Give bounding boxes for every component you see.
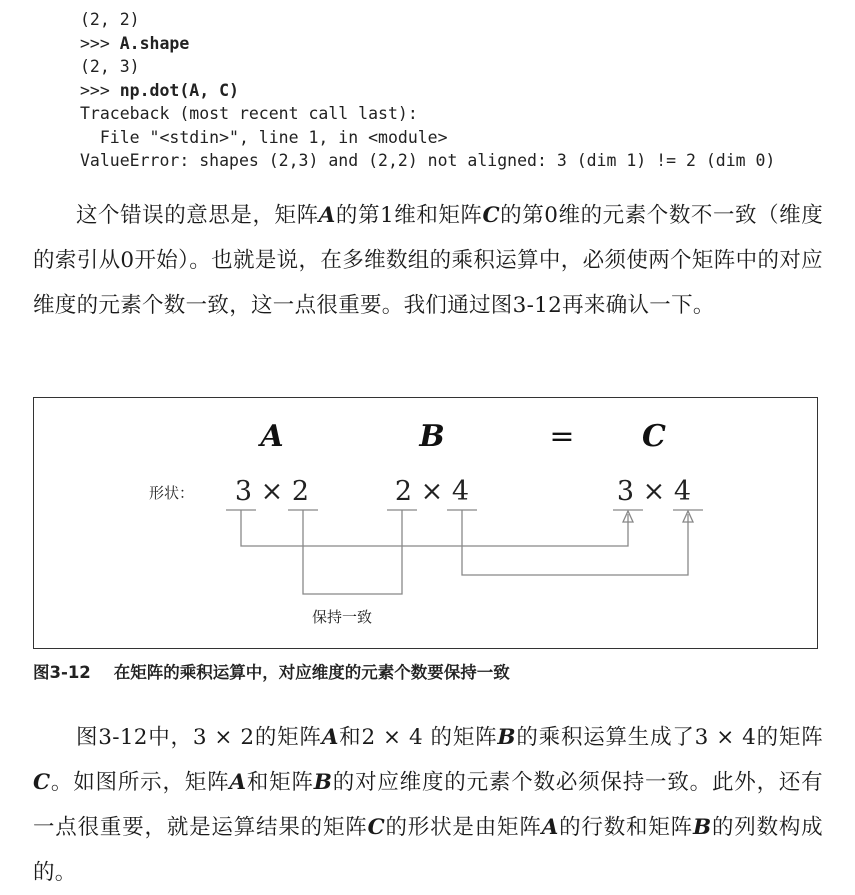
figure-diagram [34,398,817,648]
text: 。如图所示，矩阵 [50,770,230,795]
code-prompt: >>> [80,80,120,100]
shape-A: 3 × 2 [234,476,310,507]
math-symbol: B [313,770,333,795]
text: 的第1维和矩阵 [335,203,483,228]
math-symbol: B [497,725,516,750]
code-block [80,8,775,173]
math-symbol: B [692,815,712,840]
code-line: ValueError: shapes (2,3) and (2,2) not aligned: 3 (dim 1) != 2 (dim 0) [80,151,776,170]
caption-number: 图3-12 [33,663,91,682]
text: 的行数和矩阵 [558,815,693,840]
text: 的乘积运算生成了3 × 4的矩阵 [515,725,824,750]
text: 和2 × 4 的矩阵 [338,725,498,750]
text: 这个错误的意思是，矩阵 [76,203,319,228]
shape-B: 2 × 4 [394,476,470,507]
paragraph-1 [33,193,823,328]
matrix-label-C: C [642,419,666,454]
caption-text: 在矩阵的乘积运算中，对应维度的元素个数要保持一致 [113,663,510,682]
figure-caption [33,659,510,683]
text: 的列数构成的。 [33,815,823,885]
math-symbol: A [321,725,339,750]
code-command: A.shape [119,33,190,53]
math-symbol: C [482,203,500,228]
code-line: (2, 2) [80,10,140,29]
text: 图3-12中，3 × 2的矩阵 [76,725,322,750]
text: 和矩阵 [246,770,314,795]
math-symbol: A [318,203,336,228]
code-line: (2, 3) [80,57,140,76]
text: 的第0维的元素个数不一致（维度的索引从0开始）。也就是说，在多维数组的乘积运算中，必须使两个矩阵中的对应维度的元素个数一致，这一点很重要。我们通过图3-12再来确认一下。 [33,203,823,318]
math-symbol: A [541,815,559,840]
equals-sign: = [549,419,575,454]
matrix-label-B: B [419,419,445,454]
matrix-label-A: A [260,419,284,454]
shape-C: 3 × 4 [616,476,692,507]
math-symbol: C [33,770,51,795]
figure-3-12 [33,397,818,649]
text: 的对应维度的元素个数必须保持一致。此外，还有一点很重要，就是运算结果的矩阵 [33,770,823,840]
code-line: Traceback (most recent call last): [80,104,418,123]
text: 的形状是由矩阵 [385,815,542,840]
code-prompt: >>> [80,33,120,53]
shape-label: 形状： [149,484,195,502]
paragraph-2 [33,715,823,895]
code-command: np.dot(A, C) [119,80,239,100]
math-symbol: C [367,815,385,840]
keep-consistent-label: 保持一致 [311,608,373,626]
math-symbol: A [229,770,247,795]
code-line: File "<stdin>", line 1, in <module> [80,127,448,147]
